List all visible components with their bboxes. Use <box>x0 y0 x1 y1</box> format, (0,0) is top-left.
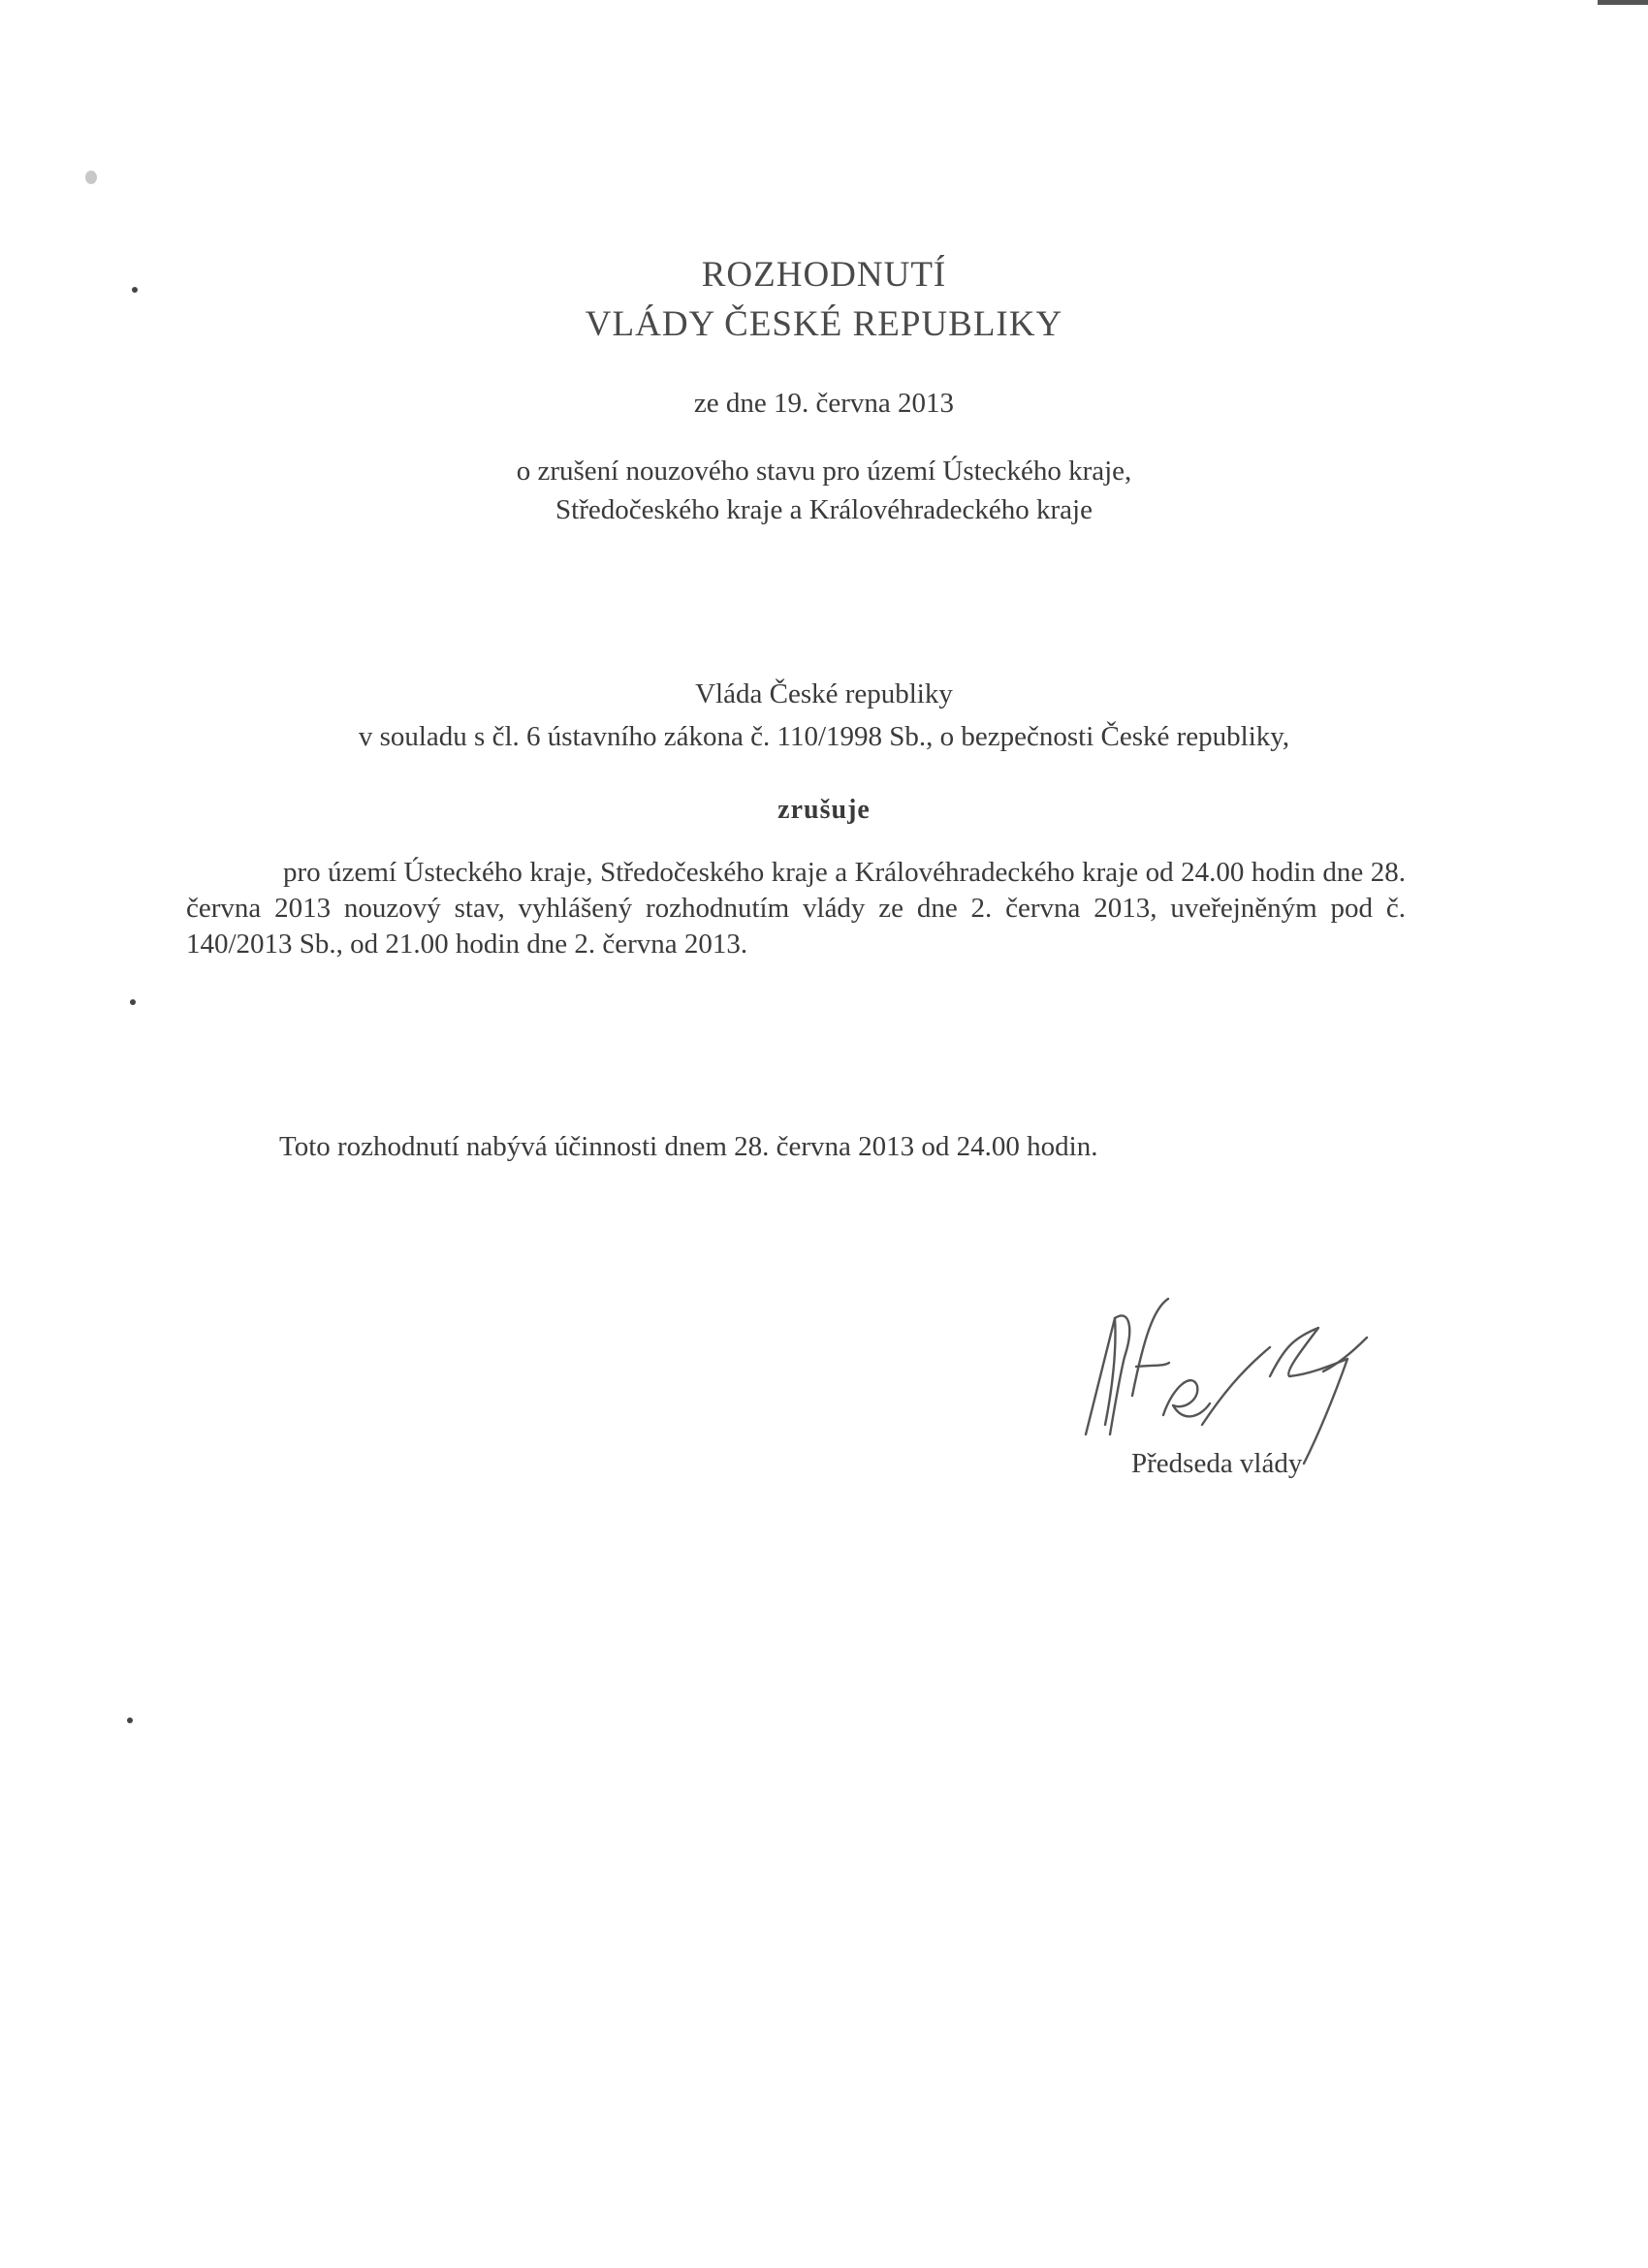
document-title-line1: ROZHODNUTÍ <box>701 255 947 295</box>
document-title-line2: VLÁDY ČESKÉ REPUBLIKY <box>585 304 1063 344</box>
decision-paragraph: pro území Ústeckého kraje, Středočeského kraje a Královéhradeckého kraje od 24.00 hodin dne 28. června 2013 nouzový stav, vyhlášený rozhodnutím vlády ze dne 2. června 2013, uveřejněným pod č. 140/2013 Sb., od 21.00 hodin dne 2. června 2013. <box>186 857 1406 960</box>
document-subject-line1: o zrušení nouzového stavu pro území Ústeckého kraje, <box>516 456 1132 487</box>
document-subject-line2: Středočeského kraje a Královéhradeckého kraje <box>555 494 1093 525</box>
scan-smudge <box>85 171 97 184</box>
government-line: Vláda České republiky <box>695 678 953 709</box>
scan-edge-mark <box>1598 0 1648 5</box>
punch-dot <box>127 1717 133 1723</box>
document-date: ze dne 19. června 2013 <box>693 388 955 419</box>
decision-verb: zrušuje <box>777 795 871 825</box>
effective-date-statement: Toto rozhodnutí nabývá účinnosti dnem 28. června 2013 od 24.00 hodin. <box>279 1131 1098 1162</box>
legal-basis-line: v souladu s čl. 6 ústavního zákona č. 110/1998 Sb., o bezpečnosti České republiky, <box>358 721 1290 752</box>
punch-dot <box>130 999 136 1005</box>
signature-caption: Předseda vlády <box>1131 1448 1303 1479</box>
